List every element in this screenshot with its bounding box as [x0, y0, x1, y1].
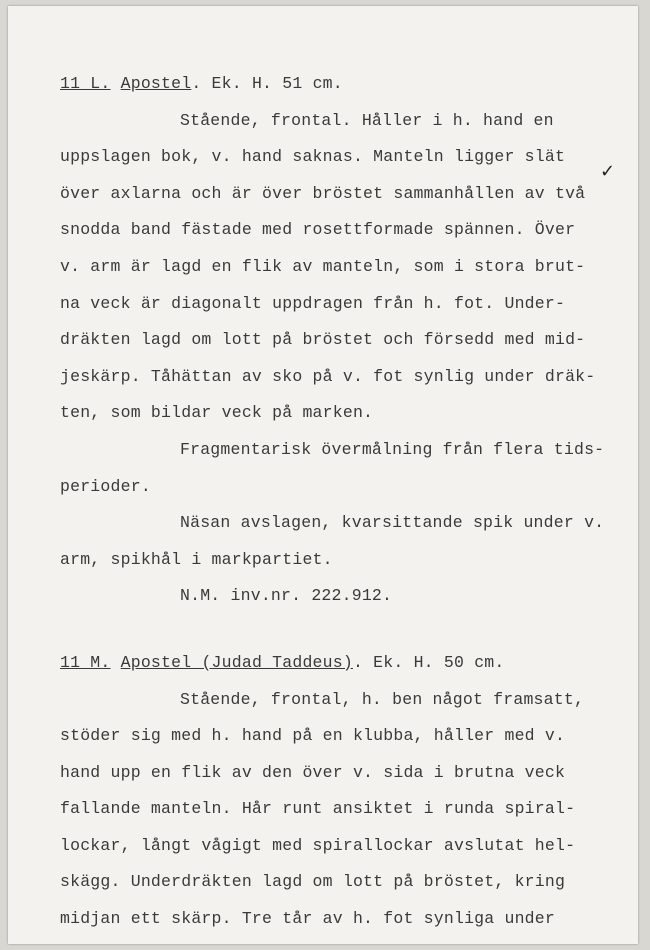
text-line: midjan ett skärp. Tre tår av h. fot synliga under	[60, 909, 555, 929]
text-line: över axlarna och är över bröstet sammanhållen av två	[60, 183, 586, 203]
margin-check-mark: ✓	[600, 161, 616, 182]
text-line: stöder sig med h. hand på en klubba, håller med v.	[60, 726, 566, 746]
text-line: lockar, långt vågigt med spirallockar avslutat hel-	[60, 835, 576, 855]
inventory-number: N.M. inv.nr. 222.912.	[180, 586, 393, 606]
text-line: Fragmentarisk övermålning från flera tids-	[180, 439, 605, 459]
text-line: snodda band fästade med rosettformade spännen. Över	[60, 220, 576, 240]
entry-title: Apostel (Judad Taddeus)	[120, 652, 353, 672]
entry-meta: . Ek. H. 50 cm.	[352, 652, 505, 672]
entry-heading-11l	[60, 66, 640, 103]
text-line: skägg. Underdräkten lagd om lott på bröstet, kring	[60, 872, 566, 892]
text-line: uppslagen bok, v. hand saknas. Manteln ligger slät	[60, 147, 566, 167]
text-line: jeskärp. Tåhättan av sko på v. fot synlig under dräk-	[60, 366, 596, 386]
text-line: dräkten lagd om lott på bröstet och försedd med mid-	[60, 330, 586, 350]
catalog-card	[8, 6, 638, 944]
typed-text	[60, 66, 640, 938]
entry-id: 11 L.	[60, 74, 111, 93]
text-line: fallande manteln. Hår runt ansiktet i runda spiral-	[60, 799, 576, 819]
entry-id: 11 M.	[60, 652, 111, 672]
text-line: v. arm är lagd en flik av manteln, som i stora brut-	[60, 256, 586, 276]
text-line: Stående, frontal, h. ben något framsatt,	[180, 689, 585, 709]
entry-heading-11m	[60, 645, 640, 682]
text-line: perioder.	[60, 476, 151, 496]
text-line: Stående, frontal. Håller i h. hand en	[180, 110, 554, 130]
text-line: na veck är diagonalt uppdragen från h. fot. Under-	[60, 293, 566, 313]
entry-title: Apostel	[120, 74, 192, 93]
entry-separator	[60, 615, 640, 645]
text-line: arm, spikhål i markpartiet.	[60, 549, 333, 569]
text-line: ten, som bildar veck på marken.	[60, 403, 374, 423]
text-line: Näsan avslagen, kvarsittande spik under v.	[180, 513, 605, 533]
text-line: hand upp en flik av den över v. sida i brutna veck	[60, 762, 566, 782]
entry-meta: . Ek. H. 51 cm.	[191, 74, 343, 93]
